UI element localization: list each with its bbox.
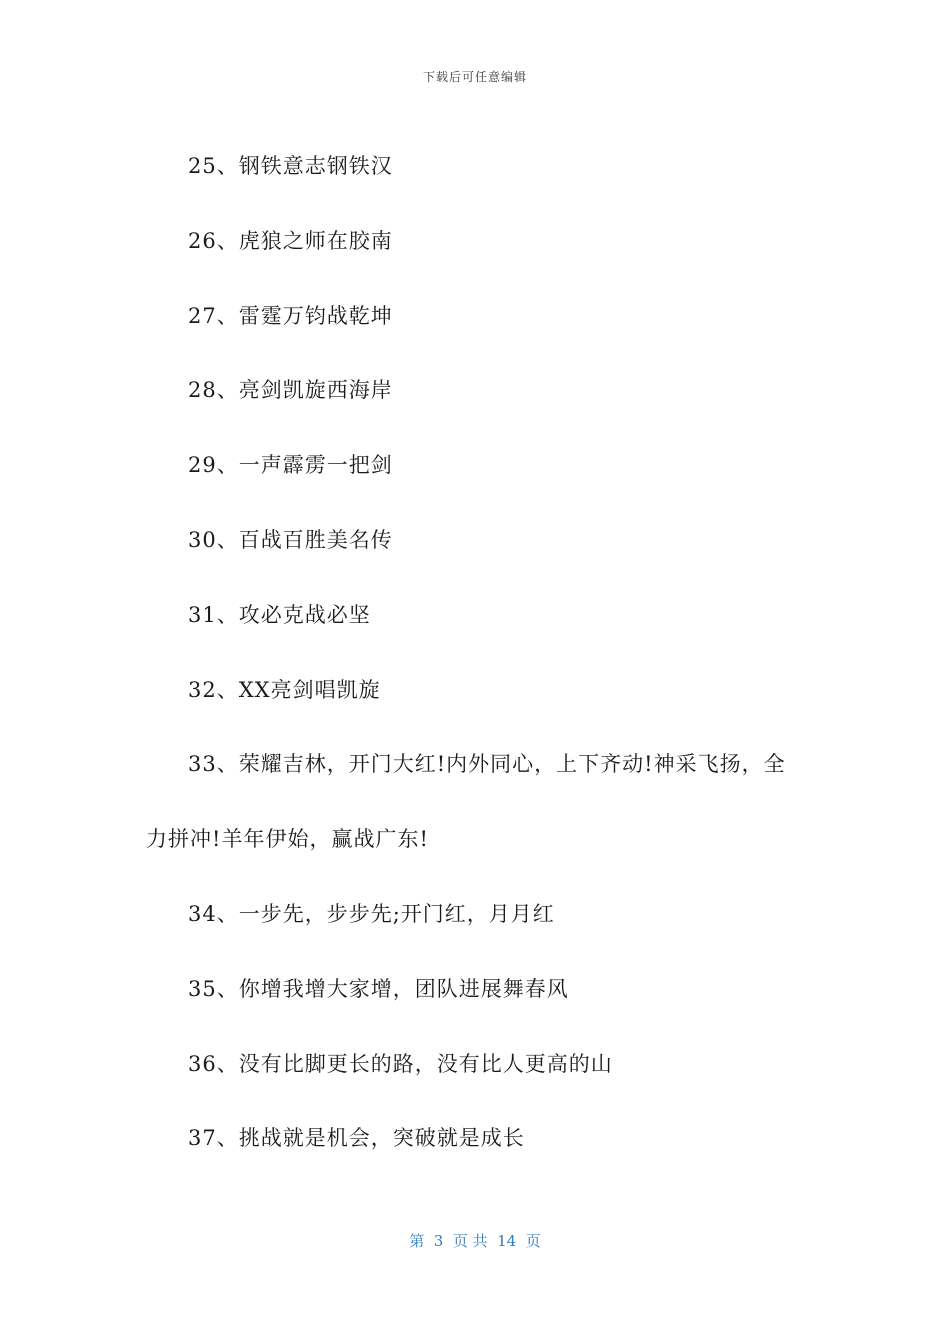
text-line: 25、钢铁意志钢铁汉: [188, 154, 393, 178]
text-line: 28、亮剑凯旋西海岸: [188, 378, 393, 403]
page-footer: 第 3 页 共 14 页: [409, 1232, 541, 1250]
text-line: 32、XX亮剑唱凯旋: [188, 677, 381, 702]
text-line: 力拼冲!羊年伊始，赢战广东!: [146, 827, 429, 852]
text-line: 37、挑战就是机会，突破就是成长: [188, 1126, 525, 1151]
text-line: 30、百战百胜美名传: [188, 527, 393, 552]
text-line: 33、荣耀吉林，开门大红!内外同心，上下齐动!神采飞扬，全: [188, 752, 786, 777]
document-body: [146, 129, 806, 1176]
text-line: 29、一声霹雳一把剑: [188, 453, 393, 478]
text-line: 26、虎狼之师在胶南: [188, 228, 393, 253]
page-header: 下载后可任意编辑: [422, 70, 527, 84]
text-line: 27、雷霆万钧战乾坤: [188, 303, 393, 328]
text-line: 31、攻必克战必坚: [188, 602, 371, 627]
text-line: 36、没有比脚更长的路，没有比人更高的山: [188, 1051, 613, 1076]
text-line: 35、你增我增大家增，团队进展舞春风: [188, 976, 569, 1001]
text-line: 34、一步先，步步先;开门红，月月红: [188, 901, 555, 926]
